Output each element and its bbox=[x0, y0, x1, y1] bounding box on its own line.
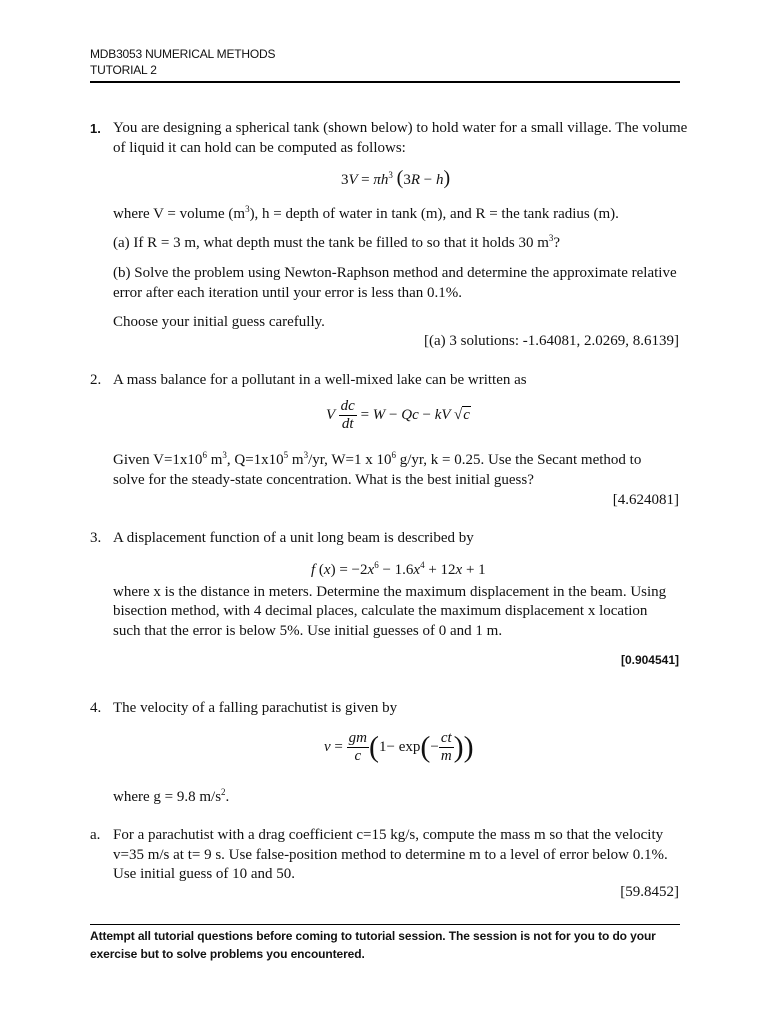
tutorial-title: TUTORIAL 2 bbox=[90, 63, 157, 77]
footer-note: Attempt all tutorial questions before coming to tutorial session. The session is not for you to do your exercise but to solve problems you encountered. bbox=[90, 929, 656, 961]
q1-part-a: (a) If R = 3 m, what depth must the tank be filled to so that it holds 30 $m^3$? bbox=[113, 233, 561, 251]
q2-line1: A mass balance for a pollutant in a well-mixed lake can be written as bbox=[113, 372, 527, 388]
q2-number: 2. bbox=[90, 372, 102, 388]
q4-line1: The velocity of a falling parachutist is given by bbox=[113, 700, 398, 716]
q3-line2: where x is the distance in meters. Determine the maximum displacement in the beam. Using bbox=[113, 584, 667, 600]
q1-line2: of liquid it can hold can be computed as follows: bbox=[113, 140, 406, 156]
q1-number: 1. bbox=[90, 121, 101, 136]
q2-equation: V $\frac{dc}{dt}$ = W − Qc − kV √c bbox=[326, 398, 470, 432]
document-header bbox=[90, 46, 275, 78]
course-title: MDB3053 NUMERICAL METHODS bbox=[90, 47, 276, 61]
q1-answer: [(a) 3 solutions: -1.64081, 2.0269, 8.6139] bbox=[424, 333, 679, 349]
q4-part-a-line2: v=35 m/s at t= 9 s. Use false-position method to determine m to a level of error below 0.1%. bbox=[113, 847, 668, 863]
q4-equation: v = $\frac{gm}{c}$ (1− exp(− $\frac{ct}{m}$ )) bbox=[324, 730, 474, 764]
q4-part-a-label: a. bbox=[90, 827, 101, 843]
q1-choose: Choose your initial guess carefully. bbox=[113, 314, 325, 330]
q1-equation: $3V = \pi h^3$ (3R − h) bbox=[341, 167, 451, 189]
q4-number: 4. bbox=[90, 700, 102, 716]
q2-line3: solve for the steady-state concentration. What is the best initial guess? bbox=[113, 472, 534, 488]
q1-part-b-line1: (b) Solve the problem using Newton-Raphson method and determine the approximate relative bbox=[113, 265, 677, 281]
q1-part-b-line2: error after each iteration until your error is less than 0.1%. bbox=[113, 285, 463, 301]
q3-line3: bisection method, with 4 decimal places, calculate the maximum displacement x location bbox=[113, 603, 648, 619]
q3-line1: A displacement function of a unit long beam is described by bbox=[113, 530, 474, 546]
q3-equation: f $(x) = -2x^6 - 1.6x^4 + 12x + 1$ bbox=[311, 560, 486, 578]
q3-line4: such that the error is below 5%. Use initial guesses of 0 and 1 m. bbox=[113, 623, 503, 639]
q2-given: Given $V=1x10^6$ $m^3$, $Q=1x10^5$ $m^3/yr$, W=1 x $10^6$ g/yr, k = 0.25. Use the Secant method to bbox=[113, 450, 642, 468]
q1-where: where V = volume $(m^3)$, h = depth of water in tank (m), and R = the tank radius (m). bbox=[113, 204, 619, 222]
header-rule bbox=[90, 81, 680, 83]
q4-part-a-line3: Use initial guess of 10 and 50. bbox=[113, 866, 296, 882]
q4-where: where g = 9.8 $m/s^2$. bbox=[113, 787, 230, 805]
footer-rule bbox=[90, 924, 680, 925]
q2-answer: [4.624081] bbox=[612, 492, 679, 508]
q1-line1: You are designing a spherical tank (shown below) to hold water for a small village. The volume bbox=[113, 120, 688, 136]
q4-part-a-line1: For a parachutist with a drag coefficient c=15 kg/s, compute the mass m so that the velocity bbox=[113, 827, 664, 843]
q3-answer: [0.904541] bbox=[620, 653, 679, 667]
q4-answer: [59.8452] bbox=[620, 884, 679, 900]
q3-number: 3. bbox=[90, 530, 102, 546]
